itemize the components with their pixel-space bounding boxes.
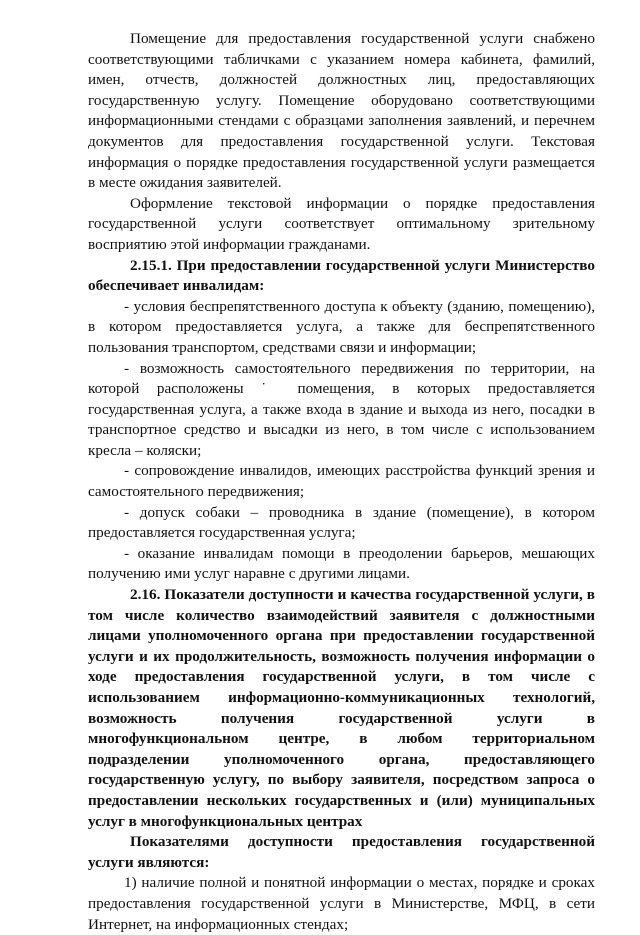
paragraph-premises: Помещение для предоставления государственной услуги снабжено соответствующими табличками с указанием номера кабинета, фамилий, имен, отчеств, должностей должностных лиц, предоставляющих государственную услугу. Помещение оборудовано соответствующими информационными стендами с образцами заполнения заявлений, и перечнем документов для предоставления государственной услуги. Текстовая информация о порядке предоставления государственной услуги размещается в месте ожидания заявителей. <box>88 30 595 192</box>
list-item: - условия беспрепятственного доступа к объекту (зданию, помещению), в котором предоставляется услуга, а также для беспрепятственного пользования транспортом, средствами связи и информации; <box>88 297 595 356</box>
list-item: - возможность самостоятельного передвижения по территории, на которой расположены ˙ помещения, в которых предоставляется государственная услуга, а также входа в здание и выхода из него, посадки в транспортное средство и высадки из него, в том числе с использованием кресла – коляски; <box>88 359 595 459</box>
section-2-15-1-heading: 2.15.1. При предоставлении государственной услуги Министерство обеспечивает инвалидам: <box>88 256 595 295</box>
paragraph-text-formatting: Оформление текстовой информации о порядке предоставления государственной услуги соответствует оптимальному зрительному восприятию этой информации гражданами. <box>88 194 595 253</box>
section-2-16-heading: 2.16. Показатели доступности и качества государственной услуги, в том числе количество взаимодействий заявителя с должностными лицами уполномоченного органа при предоставлении государственной услуги и их продолжительность, возможность получения информации о ходе предоставления государственной услуги, в том числе с использованием информационно-коммуникационных технологий, возможность получения государственной услуги в многофункциональном центре, в любом территориальном подразделении уполномоченного органа, предоставляющего государственную услугу, по выбору заявителя, посредством запроса о предоставлении нескольких государственных и (или) муниципальных услуг в многофункциональных центрах <box>88 586 595 830</box>
list-item: - допуск собаки – проводника в здание (помещение), в котором предоставляется государственная услуга; <box>88 503 595 542</box>
list-item: - сопровождение инвалидов, имеющих расстройства функций зрения и самостоятельного передвижения; <box>88 462 595 501</box>
indicators-intro: Показателями доступности предоставления государственной услуги являются: <box>88 833 595 871</box>
list-item: 1) наличие полной и понятной информации о местах, порядке и сроках предоставления государственной услуги в Министерстве, МФЦ, в сети Интернет, на информационных стендах; <box>88 874 595 933</box>
list-item: - оказание инвалидам помощи в преодолении барьеров, мешающих получению ими услуг наравне с другими лицами. <box>88 544 595 583</box>
